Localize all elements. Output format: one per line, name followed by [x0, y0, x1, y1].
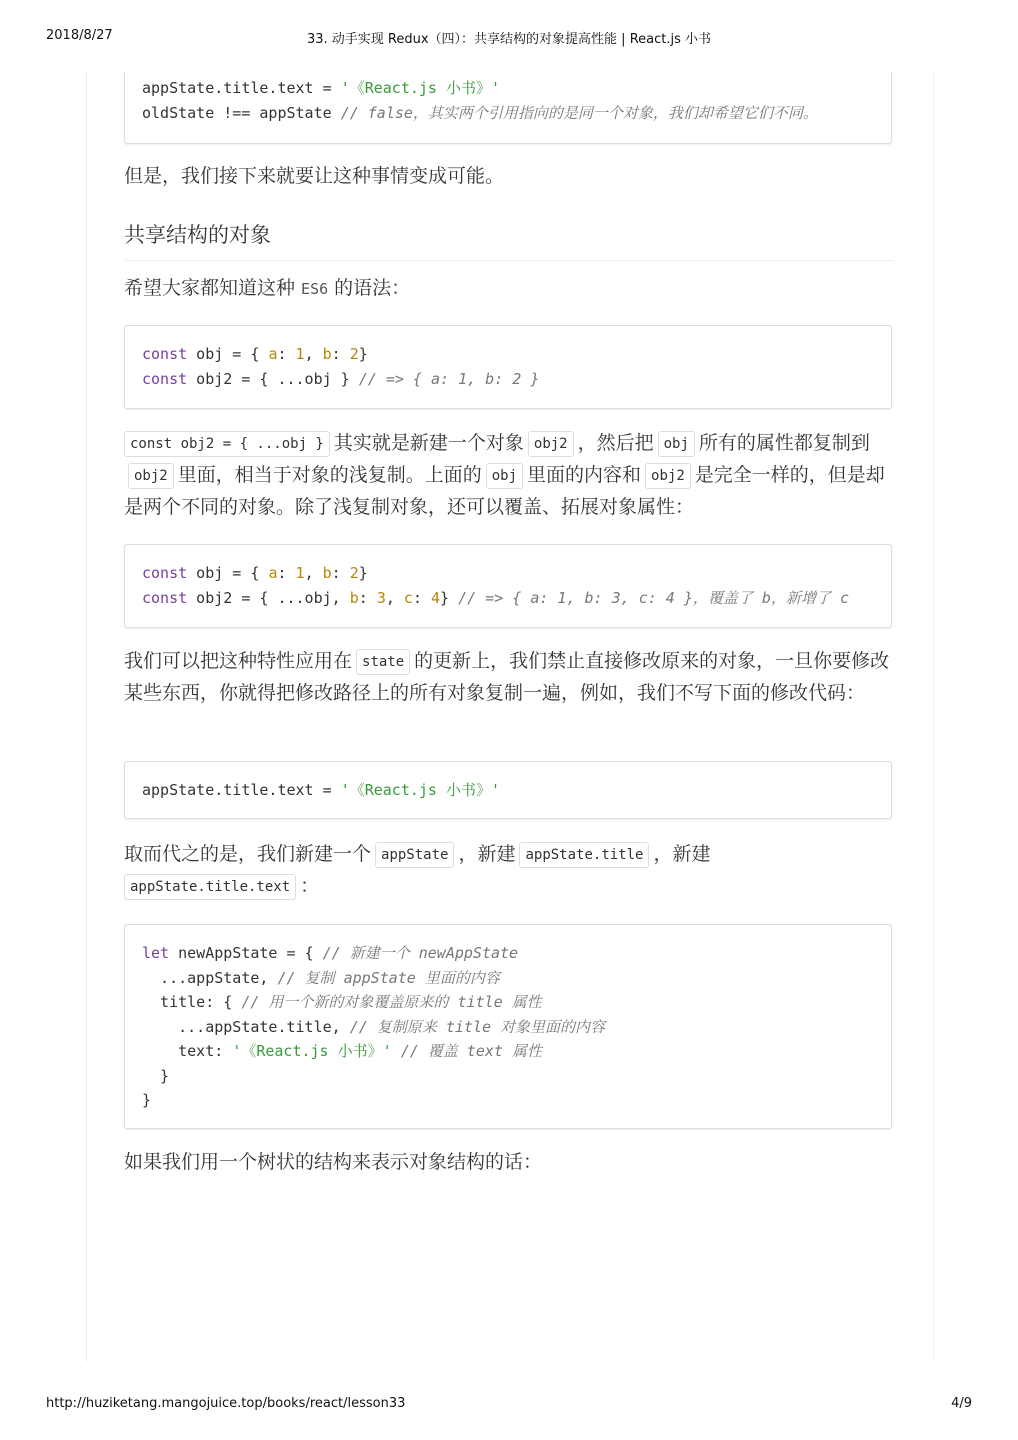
code-line: const obj2 = { ...obj } // => { a: 1, b: 2 } — [142, 369, 540, 388]
code-line: ...appState, // 复制 appState 里面的内容 — [142, 968, 500, 987]
code-line: const obj = { a: 1, b: 2} — [142, 564, 368, 582]
paragraph: const obj2 = { ...obj } 其实就是新建一个对象 obj2 ，然后把 obj 所有的属性都复制到obj2 里面，相当于对象的浅复制。上面的 obj 里面的内容和 obj2 是完全一样的，但是却是两个不同的对象。除了浅复制对象，还可以覆盖、拓展对象属性： — [124, 432, 885, 518]
code-block — [124, 924, 892, 1129]
inline-code: ES6 — [301, 280, 329, 298]
print-url: http://huziketang.mangojuice.top/books/react/lesson33 — [46, 1396, 406, 1411]
inline-code: appState.title.text — [124, 874, 296, 900]
code-line: text: '《React.js 小书》' // 覆盖 text 属性 — [142, 1042, 542, 1060]
inline-code: obj2 — [645, 463, 691, 489]
code-block-continued — [124, 72, 892, 144]
code-line: const obj = { a: 1, b: 2} — [142, 345, 368, 363]
inline-code: const obj2 = { ...obj } — [124, 431, 330, 457]
code-block — [124, 544, 892, 628]
inline-code: obj — [658, 431, 695, 457]
paragraph: 但是，我们接下来就要让这种事情变成可能。 — [124, 165, 505, 187]
inline-code: appState — [375, 842, 454, 868]
inline-code: appState.title — [519, 842, 649, 868]
code-block — [124, 761, 892, 819]
code-line: title: { // 用一个新的对象覆盖原来的 title 属性 — [142, 993, 542, 1011]
code-line: const obj2 = { ...obj, b: 3, c: 4} // => { a: 1, b: 3, c: 4 }，覆盖了 b，新增了 c — [142, 588, 850, 607]
section-heading: 共享结构的对象 — [124, 218, 894, 261]
code-line: appState.title.text = '《React.js 小书》' — [142, 79, 501, 97]
code-line: appState.title.text = '《React.js 小书》' — [142, 781, 501, 799]
code-block — [124, 325, 892, 409]
paragraph: 取而代之的是，我们新建一个 appState ，新建 appState.title ，新建 appState.title.text ： — [124, 838, 894, 902]
print-date: 2018/8/27 — [46, 28, 113, 43]
code-line: let newAppState = { // 新建一个 newAppState — [142, 944, 519, 962]
code-line: ...appState.title, // 复制原来 title 对象里面的内容 — [142, 1017, 606, 1036]
paragraph: 我们可以把这种特性应用在 state 的更新上，我们禁止直接修改原来的对象，一旦你要修改某些东西，你就得把修改路径上的所有对象复制一遍，例如，我们不写下面的修改代码： — [124, 650, 890, 704]
page-number: 4/9 — [951, 1396, 972, 1411]
paragraph: 希望大家都知道这种 ES6 的语法： — [124, 277, 411, 299]
paragraph: 如果我们用一个树状的结构来表示对象结构的话： — [124, 1151, 543, 1173]
inline-code: obj2 — [128, 463, 174, 489]
inline-code: obj — [486, 463, 523, 489]
code-line: oldState !== appState // false，其实两个引用指向的是同一个对象，我们却希望它们不同。 — [142, 103, 818, 122]
code-line: } — [142, 1091, 152, 1109]
code-line: } — [142, 1066, 170, 1085]
inline-code: state — [356, 649, 410, 675]
inline-code: obj2 — [528, 431, 574, 457]
print-title: 33. 动手实现 Redux（四）：共享结构的对象提高性能 | React.js 小书 — [306, 32, 712, 47]
